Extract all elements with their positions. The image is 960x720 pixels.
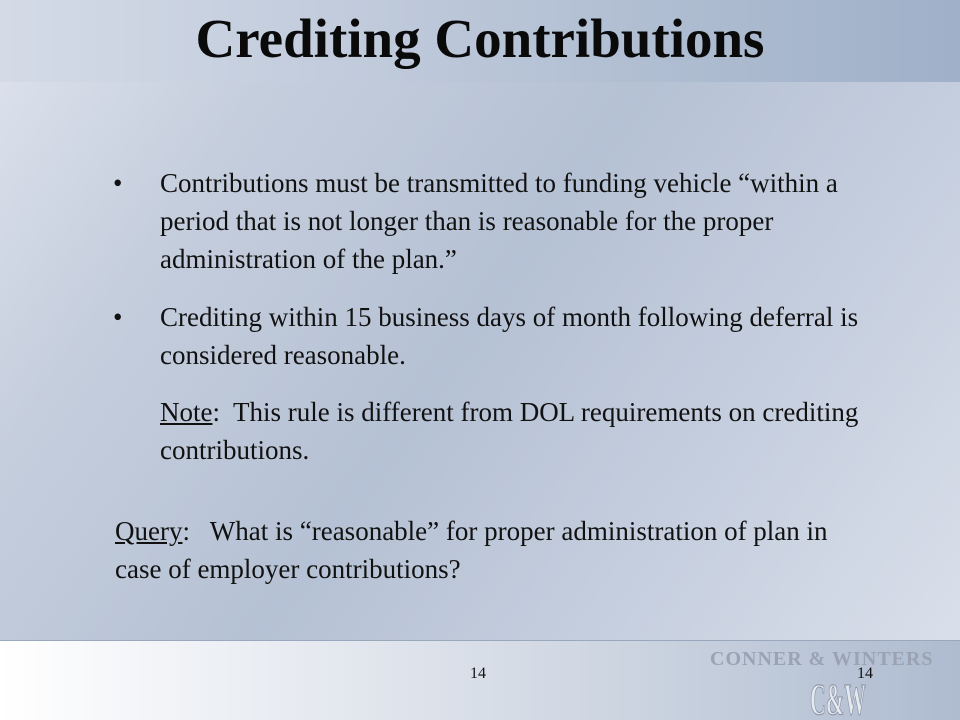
brand-name: CONNER & WINTERS <box>710 648 934 670</box>
query-paragraph <box>115 512 875 588</box>
query-text: What is “reasonable” for proper administration of plan in case of employer contributions? <box>115 516 835 584</box>
note-separator: : <box>212 397 220 427</box>
page-number-right: 14 <box>857 665 873 682</box>
note-label: Note <box>160 397 213 427</box>
bullet-text-2: Crediting within 15 business days of month following deferral is considered reasonable. <box>160 302 859 370</box>
query-separator: : <box>182 516 190 546</box>
bullet-marker-1: • <box>113 168 123 198</box>
svg-text:C&W: C&W <box>810 675 866 720</box>
query-label: Query <box>115 516 183 546</box>
c-and-w-monogram-logo <box>808 668 868 720</box>
note-text: This rule is different from DOL requirements on crediting contributions. <box>160 397 866 465</box>
bullet-text-1: Contributions must be transmitted to funding vehicle “within a period that is not longer than is reasonable for the proper administration of the plan.” <box>160 168 838 274</box>
slide-title: Crediting Contributions <box>195 8 765 69</box>
note-paragraph <box>160 393 880 469</box>
bullet-marker-2: • <box>113 302 123 332</box>
page-number-center: 14 <box>470 665 486 682</box>
